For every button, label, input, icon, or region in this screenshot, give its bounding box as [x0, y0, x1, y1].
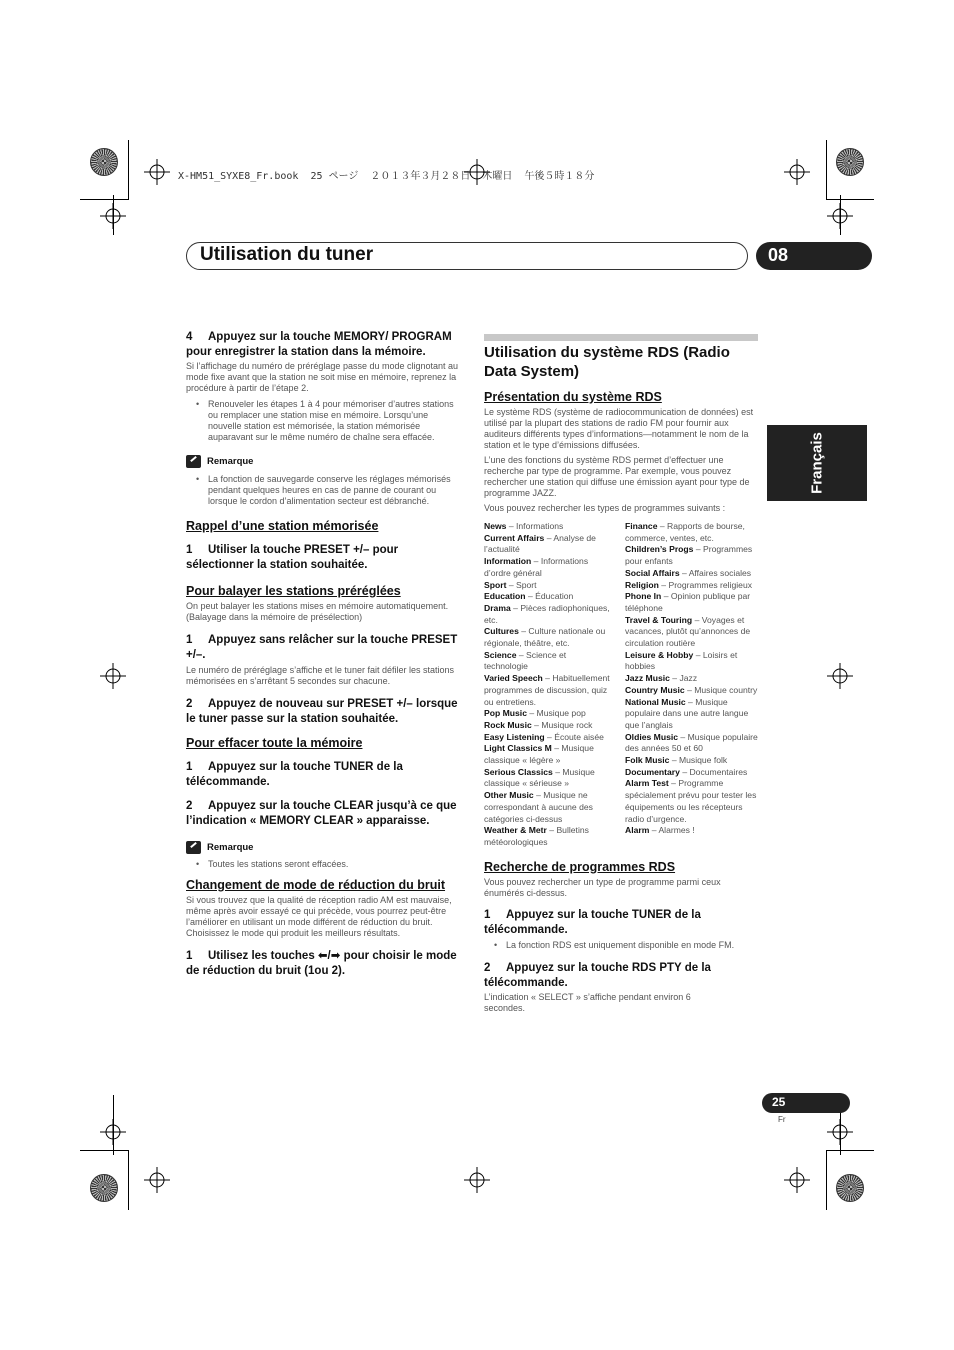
rech-body-2: L’indication « SELECT » s’affiche pendant environ 6 secondes.	[484, 991, 691, 1013]
pty-desc: – Musique country	[687, 684, 758, 695]
pty-desc: – Musique folk	[671, 755, 728, 766]
pty-item	[625, 673, 758, 685]
page-title: Utilisation du tuner	[200, 244, 374, 265]
pty-list-left	[484, 521, 612, 849]
pty-item	[484, 673, 612, 708]
pty-desc: – Musique populaire dans une autre langue que l’anglais	[625, 696, 749, 730]
pty-desc: – Pièces radiophoniques, etc.	[484, 602, 610, 625]
bruit-body: Si vous trouvez que la qualité de réception radio AM est mauvaise, même après avoir essayé ce qui précède, vous pourrez peut-être l’améliorer en utilisant un mode différent de réduction du bruit. Choisissez le mode qui produit les meilleurs résultats.	[186, 895, 452, 938]
pty-desc: – Éducation	[527, 591, 574, 602]
section-effacer: Pour effacer toute la mémoire	[186, 736, 363, 750]
language-tab	[767, 425, 867, 501]
pty-name: Oldies Music	[625, 731, 679, 742]
pty-desc: – Opinion publique par téléphone	[625, 591, 751, 613]
note-label: Remarque	[207, 842, 254, 853]
pty-item	[484, 580, 612, 592]
step-4-bullet: • Renouveler les étapes 1 à 4 pour mémoriser d’autres stations ou remplacer une station mise en mémoire. Lorsqu’une nouvelle station est mémorisée, la station mémorisée auparavant sur le même numéro de chaîne sera effacée.	[186, 399, 462, 443]
pty-item	[625, 697, 758, 732]
pty-name: Education	[484, 591, 526, 602]
pty-item	[484, 626, 612, 649]
pty-name: Light Classics M	[484, 743, 552, 754]
pty-list-right	[625, 521, 758, 849]
section-bruit: Changement de mode de réduction du bruit	[186, 878, 446, 892]
pres-body-2: L’une des fonctions du système RDS permet d’effectuer une recherche par type de programme. Par exemple, vous pouvez rechercher une station qui diffuse une émission ayant pour type de programme JAZZ.	[484, 455, 750, 498]
note-2	[186, 841, 462, 854]
note-1	[186, 455, 462, 468]
pty-desc: – Programmes religieux	[661, 579, 753, 590]
pty-item	[625, 580, 758, 592]
pty-item	[484, 743, 612, 766]
pty-list	[484, 521, 758, 849]
rech-body: Vous pouvez rechercher un type de programme parmi ceux énumérés ci-dessus.	[484, 876, 721, 898]
page-number-badge	[762, 1093, 850, 1113]
pty-item	[484, 650, 612, 673]
pty-desc: – Musique ne correspondant à aucune des catégories ci-dessus	[484, 790, 593, 824]
pty-name: Sport	[484, 579, 507, 590]
left-column	[186, 330, 462, 979]
pty-name: Children’s Progs	[625, 544, 694, 555]
pty-item	[484, 603, 612, 626]
rech-step-2: 2 Appuyez sur la touche RDS PTY de la télécommande.	[484, 961, 711, 989]
page-number: 25	[772, 1095, 786, 1109]
pty-desc: – Alarmes !	[651, 825, 695, 836]
pty-item	[484, 556, 612, 579]
chapter-number-badge	[756, 242, 872, 270]
pencil-note-icon	[186, 455, 201, 468]
pencil-note-icon	[186, 841, 201, 854]
pty-name: Varied Speech	[484, 673, 543, 684]
pty-item	[625, 755, 758, 767]
pty-desc: – Analyse de l’actualité	[484, 532, 596, 555]
pty-name: Rock Music	[484, 719, 532, 730]
pty-name: Alarm Test	[625, 778, 669, 789]
effacer-step-2: 2 Appuyez sur la touche CLEAR jusqu’à ce que l’indication « MEMORY CLEAR » apparaisse.	[186, 800, 457, 827]
pty-desc: – Loisirs et hobbies	[625, 649, 738, 672]
print-file-info: X-HM51_SYXE8_Fr.book 25 ページ ２０１３年３月２８日 木曜日 午後５時１８分	[178, 171, 595, 182]
pty-item	[484, 767, 612, 790]
pty-name: Folk Music	[625, 755, 670, 766]
pty-desc: – Voyages et vacances, plutôt qu’annonces de circulation routière	[625, 614, 751, 649]
pty-name: Other Music	[484, 790, 534, 801]
balayer-body: On peut balayer les stations mises en mémoire automatiquement. (Balayage dans la mémoire de présélection)	[186, 601, 449, 622]
pty-desc: – Bulletins météorologiques	[484, 825, 589, 847]
pty-name: Alarm	[625, 825, 650, 836]
pty-desc: – Informations	[508, 521, 564, 531]
pty-desc: – Programmes pour enfants	[625, 544, 753, 567]
pty-item	[625, 732, 758, 755]
bruit-step-1: 1 Utilisez les touches ⬅/➡ pour choisir le mode de réduction du bruit (1ou 2).	[186, 950, 457, 977]
pty-item	[625, 568, 758, 580]
pty-desc: – Musique pop	[529, 708, 586, 719]
section-divider-bar	[484, 334, 758, 341]
pty-item	[625, 825, 758, 837]
pty-name: Finance	[625, 521, 658, 531]
section-rappel: Rappel d’une station mémorisée	[186, 519, 379, 533]
pty-item	[625, 591, 758, 614]
pty-name: Serious Classics	[484, 766, 553, 777]
note-2-bullet: • Toutes les stations seront effacées.	[186, 859, 462, 870]
chapter-number: 08	[768, 245, 789, 265]
pty-desc: – Musique classique « sérieuse »	[484, 766, 595, 789]
pty-name: National Music	[625, 696, 686, 707]
pty-name: Pop Music	[484, 708, 527, 719]
pty-name: Documentary	[625, 766, 680, 777]
pty-item	[625, 521, 758, 544]
step-4-body: Si l’affichage du numéro de préréglage passe du mode clignotant au mode fixe avant que la station ne soit mise en mémoire, reprenez la procédure à partir de l’étape 2.	[186, 361, 459, 393]
pty-desc: – Informations d’ordre général	[484, 556, 589, 578]
effacer-step-1: 1 Appuyez sur la touche TUNER de la télécommande.	[186, 761, 403, 788]
pty-item	[484, 533, 612, 556]
footer-lang: Fr	[778, 1115, 786, 1124]
pty-name: Current Affairs	[484, 532, 545, 543]
right-column	[484, 343, 758, 1014]
pty-item	[484, 708, 612, 720]
rappel-step-1: 1 Utiliser la touche PRESET +/– pour sélectionner la station souhaitée.	[186, 544, 399, 571]
pty-desc: – Musique populaire des années 50 et 60	[625, 731, 758, 754]
pty-item	[625, 650, 758, 673]
rech-step-1: 1 Appuyez sur la touche TUNER de la télécommande.	[484, 908, 701, 936]
step-4: 4 Appuyez sur la touche MEMORY/ PROGRAM pour enregistrer la station dans la mémoire.	[186, 331, 452, 358]
pty-name: Drama	[484, 602, 511, 613]
pty-name: Phone In	[625, 591, 662, 602]
language-tab-label: Français	[808, 432, 826, 494]
pty-name: Information	[484, 556, 532, 567]
pty-item	[484, 591, 612, 603]
pty-desc: – Affaires sociales	[682, 567, 752, 578]
pty-desc: – Musique classique « légère »	[484, 743, 594, 766]
pty-item	[625, 767, 758, 779]
pty-name: Leisure & Hobby	[625, 649, 694, 660]
pres-body-3: Vous pouvez rechercher les types de programmes suivants :	[484, 503, 726, 513]
pty-name: Jazz Music	[625, 673, 670, 684]
pty-item	[484, 825, 612, 848]
pty-item	[625, 544, 758, 567]
pty-desc: – Rapports de bourse, commerce, ventes, etc.	[625, 521, 745, 543]
pty-name: Country Music	[625, 684, 685, 695]
pty-desc: – Programme spécialement prévu pour tester les équipements ou les récepteurs radio d’urgence.	[625, 778, 757, 824]
pty-name: Cultures	[484, 626, 519, 637]
pty-desc: – Écoute aisée	[547, 731, 604, 742]
pty-name: News	[484, 521, 507, 531]
section-balayer: Pour balayer les stations préréglées	[186, 584, 401, 598]
pty-name: Social Affairs	[625, 567, 680, 578]
pty-item	[625, 615, 758, 650]
pty-name: Weather & Metr	[484, 825, 547, 836]
pty-item	[625, 685, 758, 697]
pty-name: Science	[484, 649, 517, 660]
pty-item	[625, 778, 758, 825]
pty-item	[484, 521, 612, 533]
pty-desc: – Musique rock	[534, 719, 593, 730]
pty-desc: – Habituellement programmes de discussion, quiz ou entretiens.	[484, 673, 610, 707]
pty-name: Easy Listening	[484, 731, 545, 742]
pty-desc: – Culture nationale ou régionale, théâtre, etc.	[484, 626, 606, 649]
section-recherche: Recherche de programmes RDS	[484, 859, 676, 874]
pty-item	[484, 720, 612, 732]
pty-desc: – Science et technologie	[484, 649, 567, 672]
pty-item	[484, 790, 612, 825]
section-rds: Utilisation du système RDS (Radio Data System)	[484, 344, 730, 380]
rech-bullet-1: • La fonction RDS est uniquement disponible en mode FM.	[484, 940, 758, 951]
note-label: Remarque	[207, 456, 254, 467]
chapter-title-bar	[186, 242, 748, 270]
pty-desc: – Jazz	[672, 673, 698, 684]
pty-desc: – Documentaires	[682, 766, 748, 777]
pty-name: Religion	[625, 579, 659, 590]
pty-desc: – Sport	[508, 579, 537, 590]
note-1-bullet: • La fonction de sauvegarde conserve les réglages mémorisés pendant quelques heures en cas de panne de courant ou lorsque le cordon d’alimentation secteur est débranché.	[186, 474, 462, 507]
balayer-body-2: Le numéro de préréglage s’affiche et le tuner fait défiler les stations mémorisées en s’arrêtant 5 secondes sur chacune.	[186, 665, 454, 686]
pty-name: Travel & Touring	[625, 614, 693, 625]
balayer-step-2: 2 Appuyez de nouveau sur PRESET +/– lorsque le tuner passe sur la station souhaitée.	[186, 698, 458, 725]
pty-item	[484, 732, 612, 744]
pres-body-1: Le système RDS (système de radiocommunication de données) est utilisé par la plupart des stations de radio FM pour fournir aux auditeurs différents types d’informations—notamment le nom de la station et le type d’émissions diffusées.	[484, 407, 754, 450]
section-presentation: Présentation du système RDS	[484, 390, 662, 404]
balayer-step-1: 1 Appuyez sans relâcher sur la touche PRESET +/–.	[186, 634, 458, 661]
